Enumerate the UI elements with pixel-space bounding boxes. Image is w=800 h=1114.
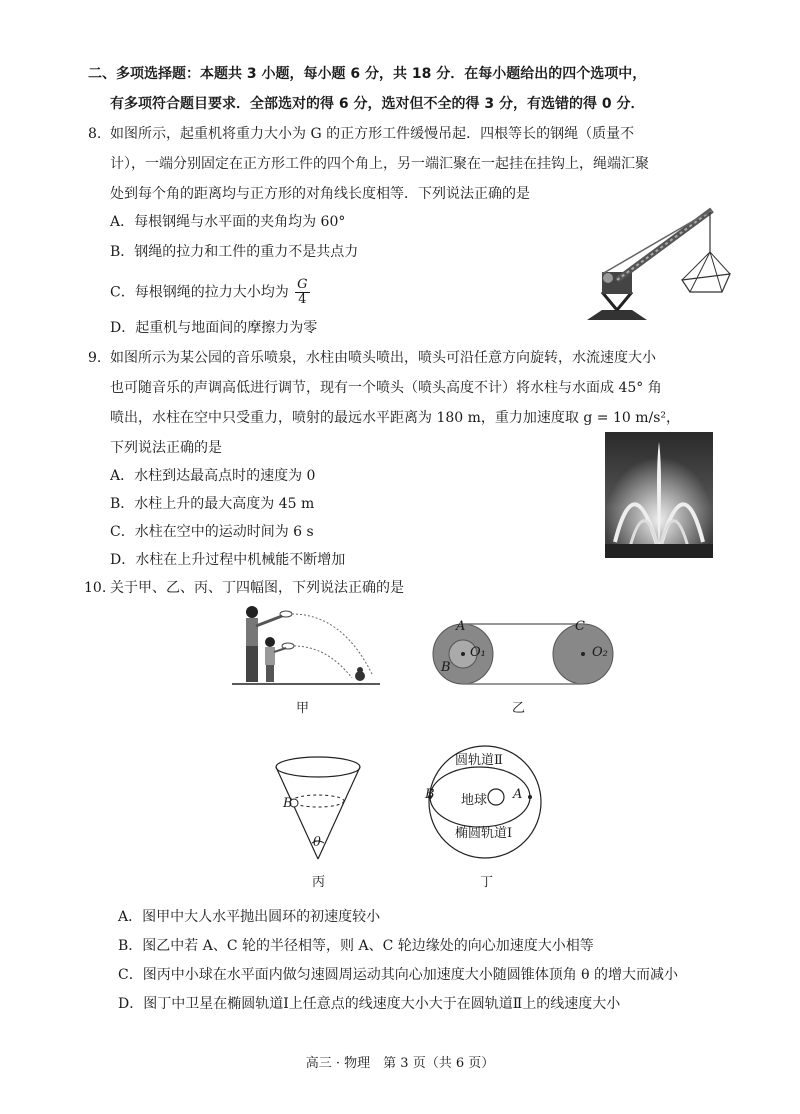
q9-number: 9.: [88, 350, 102, 366]
q8-option-d: D．起重机与地面间的摩擦力为零: [110, 320, 318, 336]
q8-stem-line: 如图所示，起重机将重力大小为 G 的正方形工件缓慢吊起．四根等长的钢绳（质量不: [110, 126, 635, 142]
q10-option-a: A．图甲中大人水平抛出圆环的初速度较小: [118, 909, 381, 925]
q8-option-c: [110, 278, 310, 307]
q8-stem-line: 计），一端分别固定在正方形工件的四个角上，另一端汇聚在一起挂在挂钩上，绳端汇聚: [110, 156, 649, 172]
q10-number: 10.: [84, 580, 107, 596]
q10-stem: 关于甲、乙、丙、丁四幅图，下列说法正确的是: [110, 580, 404, 596]
q9-stem-line: 也可随音乐的声调高低进行调节，现有一个喷头（喷头高度不计）将水柱与水面成 45° 角: [110, 380, 662, 396]
crane-figure: [572, 202, 732, 327]
fig-ding-earth-label: 地球: [461, 793, 488, 808]
figure-bing-label: 丙: [312, 875, 326, 890]
q8-option-c-text: C．每根钢绳的拉力大小均为: [110, 284, 289, 301]
q10-option-c: C．图丙中小球在水平面内做匀速圆周运动其向心加速度大小随圆锥体顶角 θ 的增大而减小: [118, 967, 679, 983]
fig-yi-label-c: C: [575, 619, 585, 634]
fig-yi-label-b: B: [441, 660, 451, 675]
q8-option-b: B．钢绳的拉力和工件的重力不是共点力: [110, 244, 359, 260]
fraction-numerator: G: [297, 277, 308, 292]
fig-ding-outer-label: 圆轨道Ⅱ: [455, 753, 503, 768]
q9-option-d: D．水柱在上升过程中机械能不断增加: [110, 552, 346, 568]
fig-yi-label-a: A: [456, 619, 466, 634]
figure-jia-label: 甲: [296, 701, 310, 716]
q9-stem-line: 喷出，水柱在空中只受重力，喷射的最远水平距离为 180 m，重力加速度取 g = 10 m/s²，: [110, 410, 680, 426]
fountain-photo: [605, 432, 713, 558]
page-footer: 高三 · 物理 第 3 页（共 6 页）: [305, 1056, 495, 1071]
q9-stem-line: 下列说法正确的是: [110, 440, 222, 456]
fig-bing-label-theta: θ: [313, 835, 321, 850]
q9-option-a: A．水柱到达最高点时的速度为 0: [110, 468, 316, 484]
fig-ding-label-b: B: [425, 787, 435, 802]
fig-yi-label-o2: O₂: [592, 645, 608, 660]
q10-option-d: D．图丁中卫星在椭圆轨道Ⅰ上任意点的线速度大小大于在圆轨道Ⅱ上的线速度大小: [118, 996, 621, 1012]
fig-yi-label-o1: O₁: [470, 645, 486, 660]
q9-option-c: C．水柱在空中的运动时间为 6 s: [110, 524, 314, 540]
q8-number: 8.: [88, 126, 102, 142]
q8-option-a: A．每根钢绳与水平面的夹角均为 60°: [110, 214, 346, 230]
figure-yi-label: 乙: [512, 701, 526, 716]
fig-ding-label-a: A: [513, 787, 523, 802]
figure-ding-label: 丁: [480, 875, 494, 890]
section-heading-cont: 有多项符合题目要求．全部选对的得 6 分，选对但不全的得 3 分，有选错的得 0 分．: [110, 96, 645, 112]
q8-fraction: [295, 278, 309, 307]
q9-option-b: B．水柱上升的最大高度为 45 m: [110, 496, 315, 512]
q9-stem-line: 如图所示为某公园的音乐喷泉，水柱由喷头喷出，喷头可沿任意方向旋转，水流速度大小: [110, 350, 656, 366]
fig-bing-label-b: B: [283, 796, 293, 811]
fraction-denominator: 4: [298, 292, 307, 307]
section-heading: 二、多项选择题：本题共 3 小题，每小题 6 分，共 18 分．在每小题给出的四个选项中，: [88, 66, 647, 82]
figure-jia: [232, 600, 380, 690]
fig-ding-inner-label: 椭圆轨道Ⅰ: [455, 826, 513, 841]
q10-option-b: B．图乙中若 A、C 轮的半径相等，则 A、C 轮边缘处的向心加速度大小相等: [118, 938, 594, 954]
q8-stem-line: 处到每个角的距离均与正方形的对角线长度相等．下列说法正确的是: [110, 186, 530, 202]
